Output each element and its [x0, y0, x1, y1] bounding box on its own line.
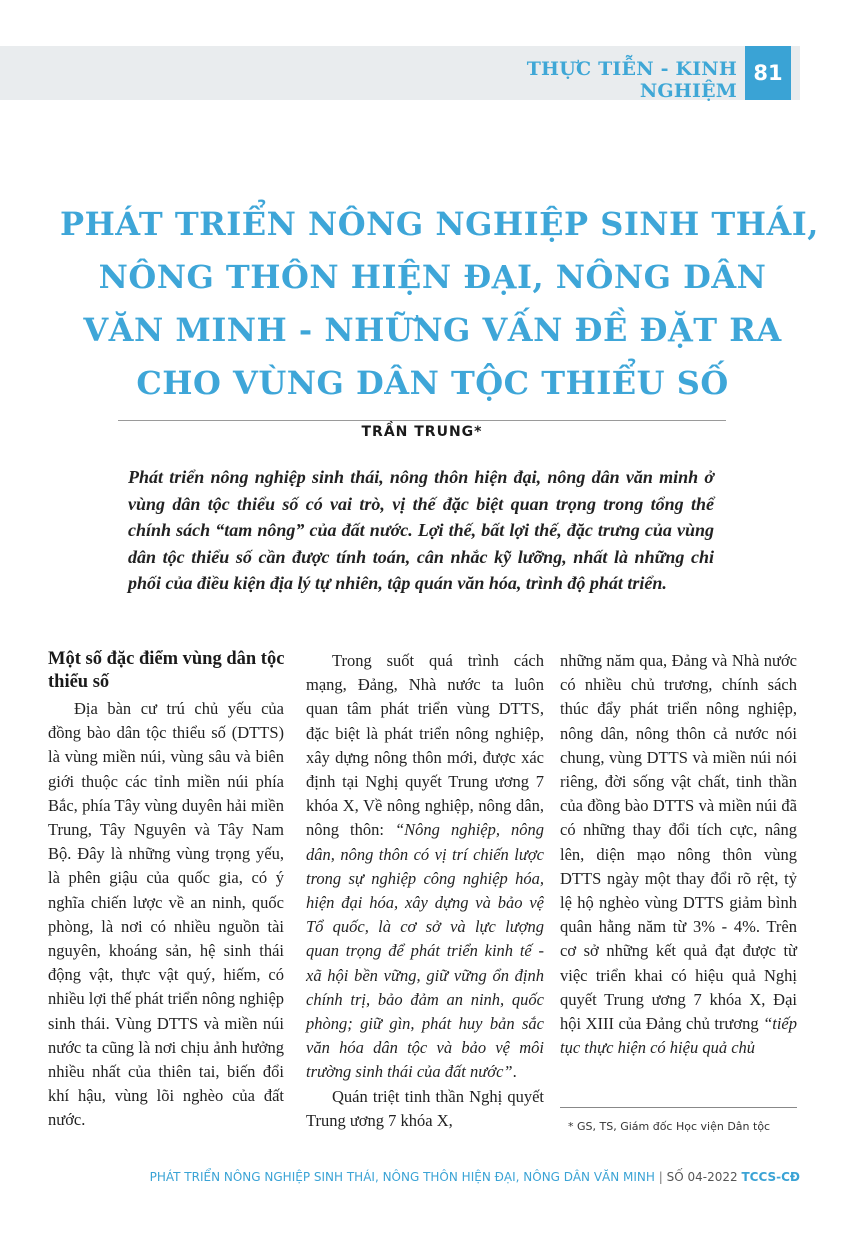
footnote-divider [560, 1107, 797, 1108]
body-column-1 [48, 697, 284, 1133]
section-subheading: Một số đặc điểm vùng dân tộc thiểu số [48, 649, 285, 692]
footer-title: PHÁT TRIỂN NÔNG NGHIỆP SINH THÁI, NÔNG THÔN HIỆN ĐẠI, NÔNG DÂN VĂN MINH [149, 1170, 655, 1184]
author-divider [118, 420, 726, 421]
resolution-quote: “Nông nghiệp, nông dân, nông thôn có vị trí chiến lược trong sự nghiệp công nghiệp hóa, hiện đại hóa, xây dựng và bảo vệ Tổ quốc, là cơ sở và lực lượng quan trọng để phát triển kinh tế - xã hội bền vững, giữ vững ổn định chính trị, bảo đảm an ninh, quốc phòng; giữ gìn, phát huy bản sắc văn hóa dân tộc và bảo vệ môi trường sinh thái của đất nước” [306, 820, 545, 1082]
paragraph: Địa bàn cư trú chủ yếu của đồng bào dân tộc thiểu số (DTTS) là vùng miền núi, vùng sâu và biên giới thuộc các tỉnh miền núi phía Bắc, phía Tây vùng duyên hải miền Trung, Tây Nguyên và Tây Nam Bộ. Đây là những vùng trọng yếu, là phên giậu của quốc gia, có ý nghĩa chiến lược về an ninh, quốc phòng, là nơi có nhiều nguồn tài nguyên, khoáng sản, hệ sinh thái động vật, thực vật quý, hiếm, có nhiều lợi thế phát triển nông nghiệp sinh thái. Vùng DTTS và miền núi nước ta cũng là nơi chịu ảnh hưởng nhiều nhất của thiên tai, biến đổi khí hậu, vùng lõi nghèo của đất nước. [48, 699, 285, 1130]
paragraph [306, 649, 544, 1085]
page-number: 81 [745, 46, 791, 100]
paragraph [560, 649, 797, 1060]
paragraph-text: những năm qua, Đảng và Nhà nước có nhiều chủ trương, chính sách thúc đẩy phát triển nông nghiệp, nông dân, nông thôn cả nước nói chung, vùng DTTS và miền núi nói riêng, đời sống vật chất, tinh thần của đồng bào DTTS và miền núi đã có những thay đổi tích cực, nâng lên, diện mạo nông thôn vùng DTTS ngày một thay đổi rõ rệt, tỷ lệ hộ nghèo vùng DTTS giảm bình quân hằng năm từ 3% - 4%. Trên cơ sở những kết quả đạt được từ việc triển khai có hiệu quả Nghị quyết Trung ương 7 khóa X, Đại hội XIII của Đảng chủ trương [560, 651, 797, 1034]
magazine-name: TCCS-CĐ [741, 1170, 800, 1184]
paragraph-end: . [512, 1062, 517, 1082]
running-footer [0, 1170, 800, 1184]
body-column-3 [560, 649, 797, 1060]
congress-quote: “tiếp tục thực hiện có hiệu quả chủ [560, 1014, 797, 1058]
title-line: CHO VÙNG DÂN TỘC THIỂU SỐ [136, 364, 729, 402]
paragraph: Quán triệt tinh thần Nghị quyết Trung ương 7 khóa X, [306, 1086, 544, 1130]
title-line: PHÁT TRIỂN NÔNG NGHIỆP SINH THÁI, [60, 205, 819, 243]
author-name: TRẦN TRUNG* [361, 424, 483, 440]
footer-separator: | [658, 1170, 663, 1184]
title-line: NÔNG THÔN HIỆN ĐẠI, NÔNG DÂN [98, 258, 767, 296]
footnote: * GS, TS, Giám đốc Học viện Dân tộc [568, 1120, 771, 1133]
title-line: VĂN MINH - NHỮNG VẤN ĐỀ ĐẶT RA [83, 311, 782, 349]
issue-number: SỐ 04-2022 [666, 1170, 738, 1184]
paragraph-text: Trong suốt quá trình cách mạng, Đảng, Nhà nước ta luôn quan tâm phát triển vùng DTTS, đặc biệt là phát triển nông nghiệp, xây dựng nông thôn mới, được xác định tại Nghị quyết Trung ương 7 khóa X, Về nông nghiệp, nông dân, nông thôn: [306, 651, 544, 840]
section-label: THỰC TIỄN - KINH NGHIỆM [526, 58, 737, 102]
article-title [60, 198, 819, 410]
body-column-2 [306, 649, 544, 1133]
abstract: Phát triển nông nghiệp sinh thái, nông thôn hiện đại, nông dân văn minh ở vùng dân tộc thiểu số có vai trò, vị thế đặc biệt quan trọng trong tổng thể chính sách “tam nông” của đất nước. Lợi thế, bất lợi thế, đặc trưng của vùng dân tộc thiểu số cần được tính toán, cân nhắc kỹ lưỡng, nhất là những chi phối của điều kiện địa lý tự nhiên, tập quán văn hóa, trình độ phát triển. [128, 467, 714, 594]
